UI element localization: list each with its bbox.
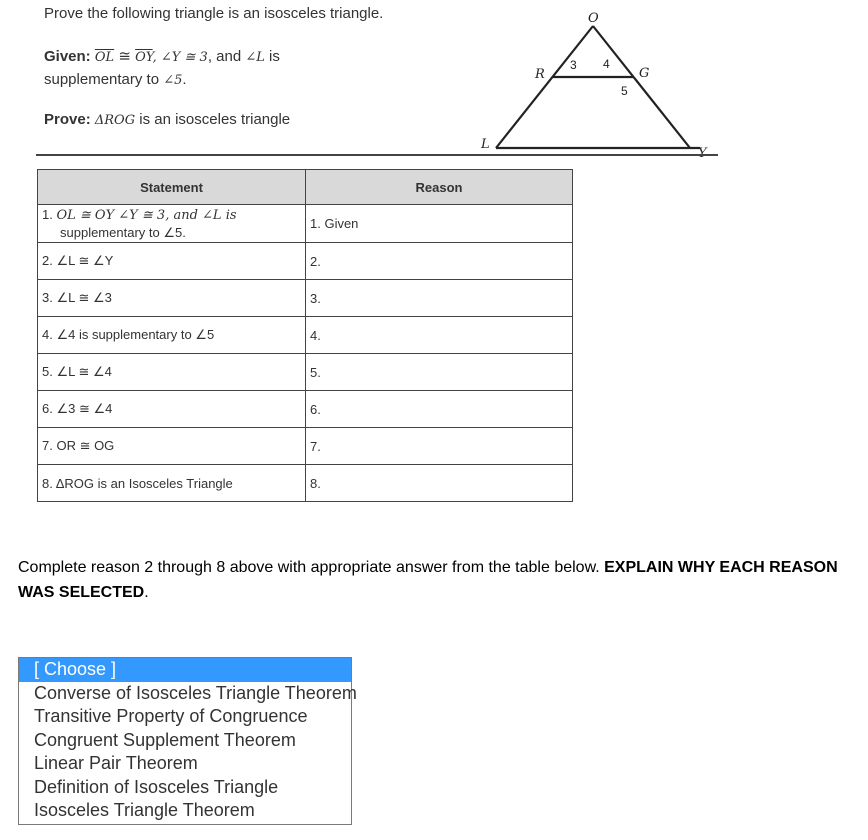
reason-cell: 8.	[306, 465, 573, 502]
statement-text: OL ≅ OY ∠Y ≅ 3, and ∠L is	[56, 208, 237, 223]
triangle-lines	[496, 26, 700, 148]
problem-heading: Prove the following triangle is an isosceles triangle.	[44, 5, 384, 22]
reason-cell: 7.	[306, 428, 573, 465]
given-angle-l: ∠L	[245, 50, 265, 65]
dropdown-option[interactable]: Definition of Isosceles Triangle	[34, 776, 279, 797]
statement-header: Statement	[38, 170, 306, 205]
reason-cell: 5.	[306, 354, 573, 391]
statement-cell: 8. ΔROG is an Isosceles Triangle	[38, 465, 306, 502]
side-ol	[496, 26, 593, 148]
statement-cell: 6. ∠3 ≅ ∠4	[38, 391, 306, 428]
prove-label: Prove:	[44, 111, 91, 128]
given-seg-oy: $\overline{OY}$	[135, 50, 153, 65]
instructions-text: Complete reason 2 through 8 above with appropriate answer from the table below.	[18, 559, 605, 576]
given-supp: is supplementary to	[44, 48, 280, 88]
statement-cell: 4. ∠4 is supplementary to ∠5	[38, 317, 306, 354]
prove-statement	[44, 111, 290, 128]
given-angle-y: , ∠Y ≅ 3	[152, 50, 208, 65]
given-cong: ≅	[114, 48, 136, 65]
given-statement	[44, 46, 324, 92]
label-g: G	[639, 66, 650, 81]
statement-cell: 3. ∠L ≅ ∠3	[38, 280, 306, 317]
reason-cell: 4.	[306, 317, 573, 354]
label-l: L	[481, 137, 490, 152]
label-y: Y	[698, 146, 707, 160]
given-angle-5: ∠5	[163, 73, 183, 88]
dropdown-option[interactable]: Linear Pair Theorem	[34, 753, 198, 773]
label-r: R	[535, 67, 545, 82]
table-row	[38, 205, 573, 243]
label-angle-5: 5	[621, 84, 628, 98]
reason-cell: 6.	[306, 391, 573, 428]
dropdown-option-choose[interactable]: [ Choose ]	[19, 658, 351, 682]
reason-header: Reason	[306, 170, 573, 205]
table-row	[38, 465, 573, 502]
prove-triangle: ΔROG	[94, 113, 136, 128]
given-and: , and	[207, 48, 246, 65]
triangle-figure	[468, 5, 728, 160]
statement-cell: 2. ∠L ≅ ∠Y	[38, 243, 306, 280]
table-row	[38, 280, 573, 317]
dropdown-option[interactable]: Transitive Property of Congruence	[34, 706, 308, 726]
table-row	[38, 391, 573, 428]
statement-cell: 5. ∠L ≅ ∠4	[38, 354, 306, 391]
label-angle-3: 3	[570, 58, 577, 72]
side-oy	[593, 26, 690, 148]
instructions-end: .	[144, 584, 149, 601]
table-row	[38, 354, 573, 391]
reason-cell: 2.	[306, 243, 573, 280]
table-row	[38, 317, 573, 354]
statement-cell: 7. OR ≅ OG	[38, 428, 306, 465]
reason-cell: 1. Given	[306, 205, 573, 243]
prove-rest: is an isosceles triangle	[135, 111, 291, 128]
instructions-bold: EXPLAIN WHY EACH REASON WAS SELECTED	[18, 559, 838, 601]
row-number: 1.	[42, 207, 57, 222]
proof-table	[37, 169, 573, 502]
label-o: O	[588, 11, 599, 26]
given-label: Given:	[44, 48, 91, 65]
table-row	[38, 243, 573, 280]
dropdown-option[interactable]: Converse of Isosceles Triangle Theorem	[34, 682, 357, 703]
table-row	[38, 428, 573, 465]
instructions	[18, 555, 848, 605]
statement-cell	[38, 205, 306, 243]
divider-line	[36, 154, 718, 156]
table-header-row	[38, 170, 573, 205]
given-end: .	[182, 71, 187, 88]
reason-dropdown-list[interactable]	[18, 657, 357, 825]
dropdown-option[interactable]: Isosceles Triangle Theorem	[34, 800, 255, 820]
given-seg-ol: $\overline{OL}$	[94, 50, 115, 65]
reason-cell: 3.	[306, 280, 573, 317]
statement-text-cont: supplementary to ∠5.	[60, 225, 186, 240]
label-angle-4: 4	[603, 57, 610, 71]
dropdown-option[interactable]: Congruent Supplement Theorem	[34, 729, 296, 750]
